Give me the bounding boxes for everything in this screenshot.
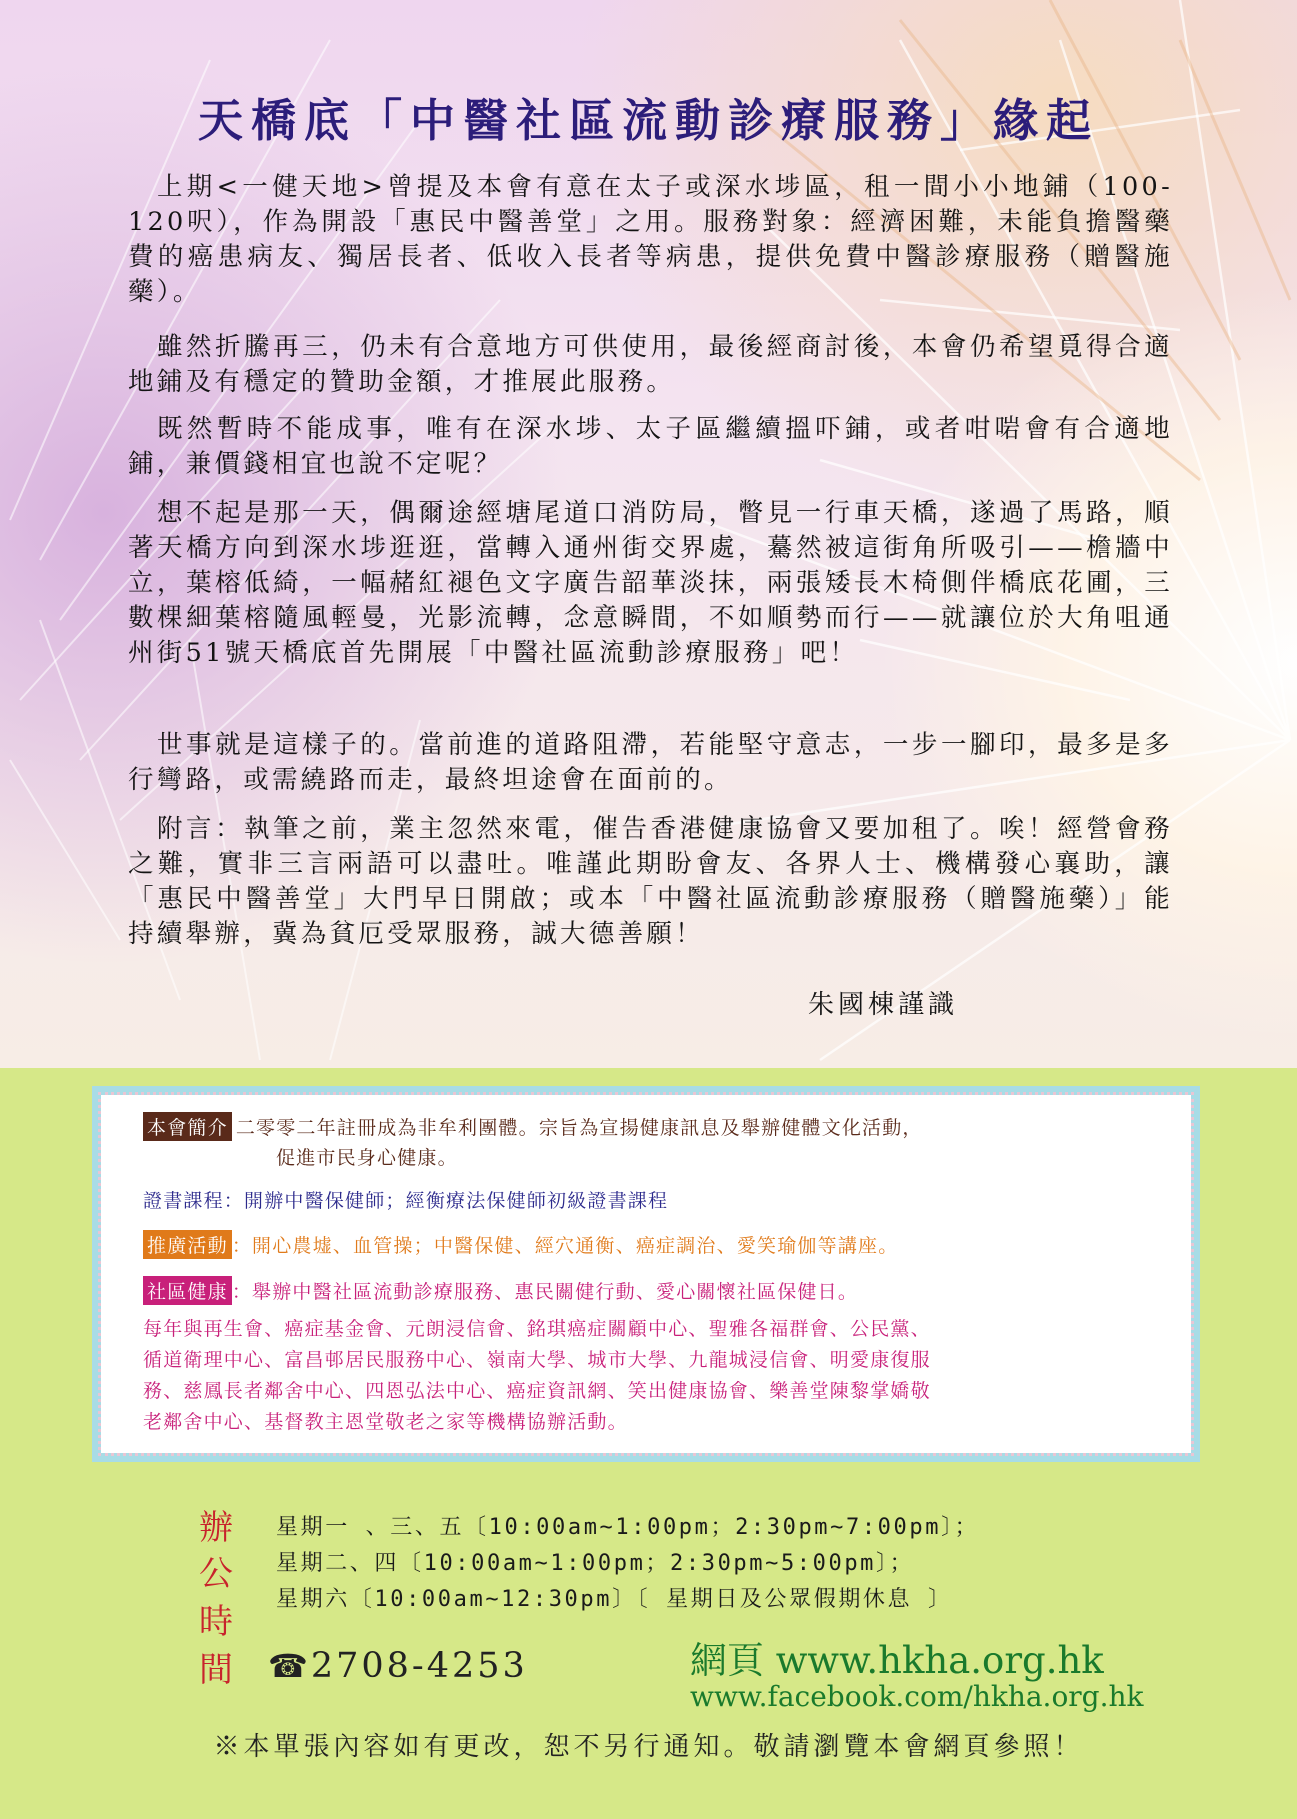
article-paragraph: 既然暫時不能成事，唯有在深水埗、太子區繼續搵吓鋪，或者咁啱會有合適地鋪，兼價錢相宜也說不定呢？: [128, 414, 1173, 479]
cert-tag: 證書課程：: [143, 1190, 245, 1212]
association-info-box: [92, 1086, 1200, 1462]
cert-text: 開辦中醫保健師；經衡療法保健師初級證書課程: [244, 1190, 669, 1212]
promo-text: ：開心農墟、血管操；中醫保健、經穴通衡、癌症調治、愛笑瑜伽等講座。: [231, 1235, 899, 1257]
partners-line: 循道衛理中心、富昌邨居民服務中心、嶺南大學、城市大學、九龍城浸信會、明愛康復服: [143, 1349, 931, 1371]
signature: 朱國棟謹識: [808, 990, 959, 1020]
intro-text-cont: 促進市民身心健康。: [276, 1147, 458, 1169]
promo-tag: 推廣活動: [143, 1230, 232, 1259]
article-paragraph: 附言：執筆之前，業主忽然來電，催告香港健康協會又要加租了。唉！經營會務之難，實非三言兩語可以盡吐。唯謹此期盼會友、各界人士、機構發心襄助，讓「惠民中醫善堂」大門早日開啟；或本「中醫社區流動診療服務（贈醫施藥）」能持續舉辦，冀為貧厄受眾服務，誠大德善願！: [128, 814, 1173, 949]
intro-row: [143, 1112, 923, 1141]
hours-line: 星期六〔10:00am~12:30pm〕〔 星期日及公眾假期休息 〕: [276, 1587, 953, 1612]
intro-tag: 本會簡介: [143, 1112, 232, 1141]
telephone-icon: ☎: [268, 1647, 311, 1685]
phone-row: [268, 1646, 528, 1686]
hours-line: 星期一 、三、五〔10:00am~1:00pm；2:30pm~7:00pm〕；: [276, 1515, 980, 1540]
promo-row: [143, 1230, 898, 1259]
intro-text: 二零零二年註冊成為非牟利團體。宗旨為宣揚健康訊息及舉辦健體文化活動，: [235, 1117, 923, 1139]
website-link[interactable]: 網頁 www.hkha.org.hk: [690, 1639, 1104, 1682]
hours-label-char: 辦: [199, 1508, 233, 1548]
facebook-link[interactable]: www.facebook.com/hkha.org.hk: [690, 1680, 1144, 1713]
article-paragraph: 想不起是那一天，偶爾途經塘尾道口消防局，瞥見一行車天橋，遂過了馬路，順著天橋方向到深水埗逛逛，當轉入通州街交界處，驀然被這街角所吸引——檐牆中立，葉榕低綺，一幅赭紅褪色文字廣告韶華淡抹，兩張矮長木椅側伴橋底花圃，三數棵細葉榕隨風輕曼，光影流轉，念意瞬間，不如順勢而行——就讓位於大角咀通州街51號天橋底首先開展「中醫社區流動診療服務」吧！: [128, 498, 1173, 668]
hours-label-char: 公: [199, 1554, 233, 1594]
community-text: ：舉辦中醫社區流動診療服務、惠民關健行動、愛心關懷社區保健日。: [231, 1281, 859, 1303]
article-title: 天橋底「中醫社區流動診療服務」緣起: [197, 94, 1099, 147]
article-paragraph: 上期<一健天地>曾提及本會有意在太子或深水埗區，租一間小小地鋪（100-120呎），作為開設「惠民中醫善堂」之用。服務對象：經濟困難，未能負擔醫藥費的癌患病友、獨居長者、低收入長者等病患，提供免費中醫診療服務（贈醫施藥）。: [128, 172, 1173, 307]
hours-line: 星期二、四〔10:00am~1:00pm；2:30pm~5:00pm〕；: [276, 1551, 915, 1576]
article-paragraph: 世事就是這樣子的。當前進的道路阻滯，若能堅守意志，一步一腳印，最多是多行彎路，或需繞路而走，最終坦途會在面前的。: [128, 730, 1173, 795]
hours-label-char: 時: [199, 1602, 233, 1642]
phone-number: 2708-4253: [310, 1646, 528, 1686]
cert-row: [143, 1186, 668, 1213]
community-tag: 社區健康: [143, 1276, 232, 1305]
partners-line: 務、慈鳳長者鄰舍中心、四恩弘法中心、癌症資訊網、笑出健康協會、樂善堂陳黎掌嬌敬: [143, 1380, 931, 1402]
community-row: [143, 1276, 858, 1305]
partners-line: 老鄰舍中心、基督教主恩堂敬老之家等機構協辦活動。: [143, 1411, 628, 1433]
notice-text: ※本單張內容如有更改，恕不另行通知。敬請瀏覽本會網頁參照！: [213, 1732, 1084, 1762]
hours-label-char: 間: [199, 1650, 233, 1690]
article-paragraph: 雖然折騰再三，仍未有合意地方可供使用，最後經商討後，本會仍希望覓得合適地鋪及有穩定的贊助金額，才推展此服務。: [128, 332, 1173, 397]
partners-line: 每年與再生會、癌症基金會、元朗浸信會、銘琪癌症關顧中心、聖雅各福群會、公民黨、: [143, 1318, 931, 1340]
